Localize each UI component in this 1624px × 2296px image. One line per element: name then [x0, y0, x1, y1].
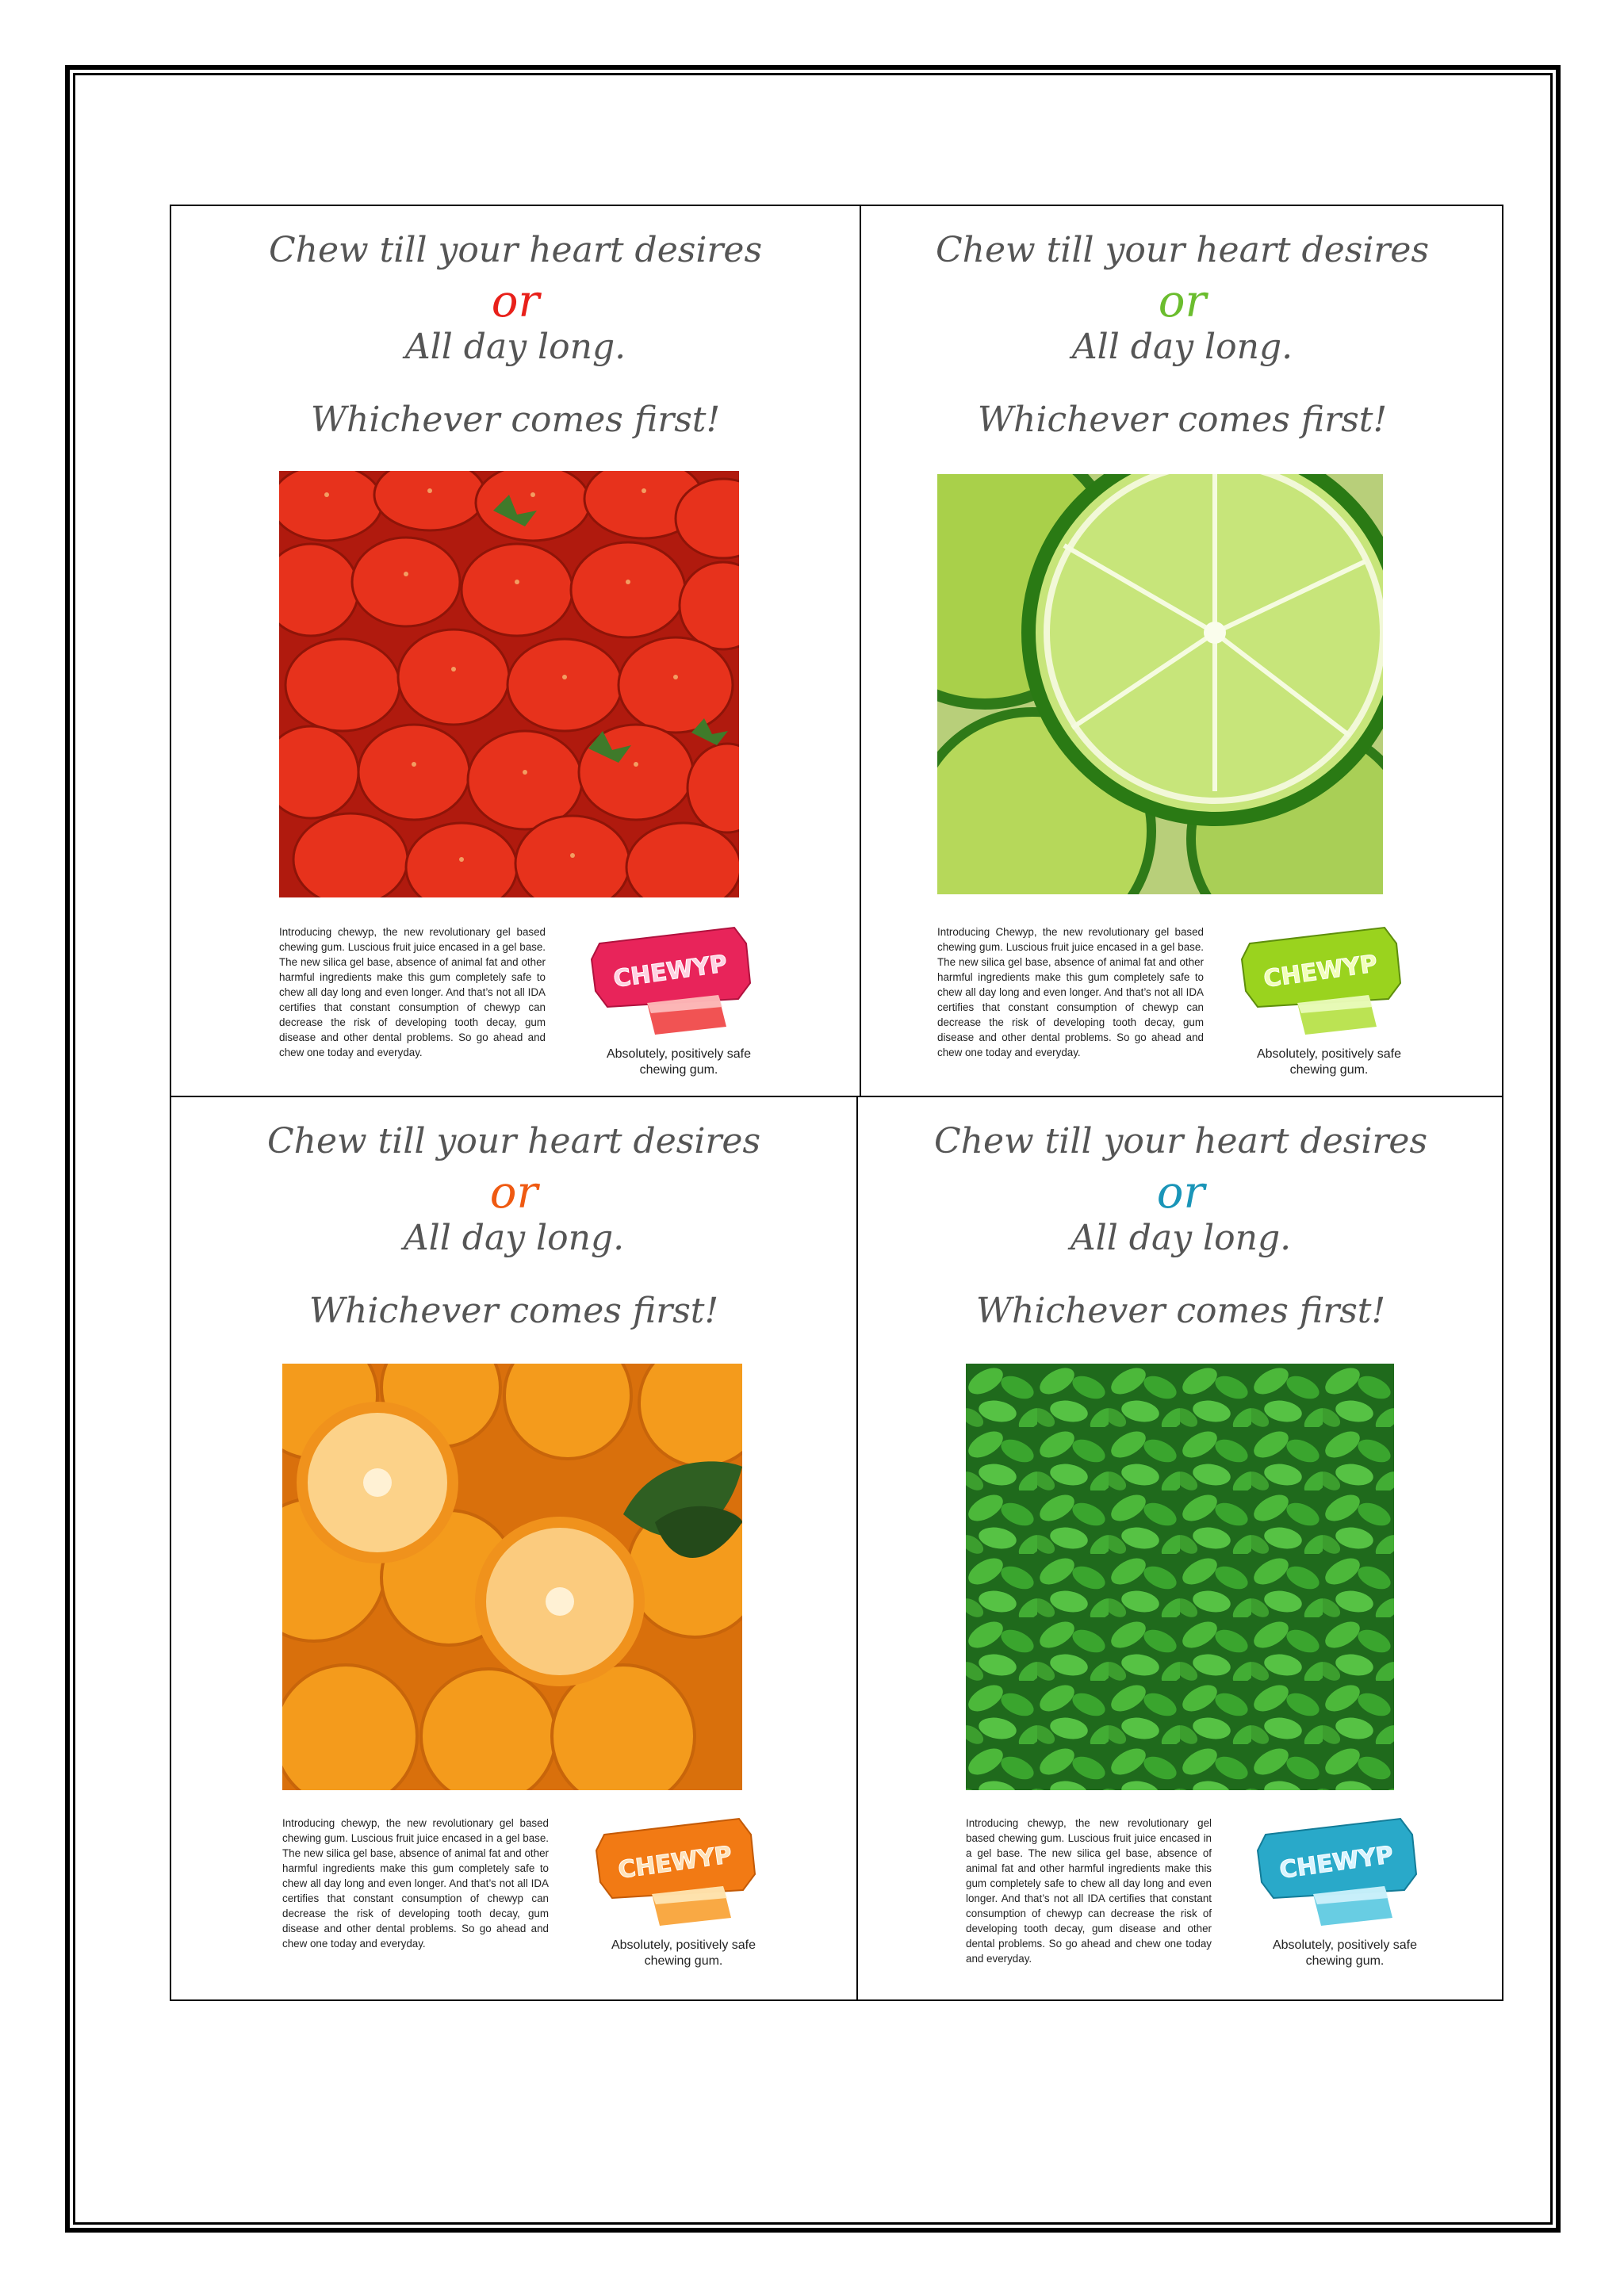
- headline-all-day: All day long.: [1070, 1218, 1292, 1258]
- ad-tagline: Absolutely, positively safe chewing gum.: [606, 1047, 751, 1077]
- headline-chew: Chew till your heart desires: [266, 1121, 761, 1161]
- ad-panel-orange: [171, 1097, 858, 2001]
- strawberries-photo: [279, 471, 739, 897]
- headline-whichever: Whichever comes first!: [310, 400, 721, 440]
- headline-chew: Chew till your heart desires: [933, 1121, 1428, 1161]
- headline-all-day: All day long.: [1071, 327, 1293, 367]
- svg-text:CHEWYP: CHEWYP: [1262, 950, 1380, 993]
- lime-slices-photo: [937, 474, 1383, 894]
- ad-panel-mint: [858, 1097, 1503, 2001]
- ad-tagline: Absolutely, positively safe chewing gum.: [611, 1938, 756, 1968]
- svg-text:CHEWYP: CHEWYP: [616, 1841, 734, 1885]
- headline-all-day: All day long.: [403, 1218, 625, 1258]
- headline-or: or: [489, 1167, 538, 1219]
- ad-body-text: Introducing Chewyp, the new revolutionary gel based chewing gum. Luscious fruit juice encased in a gel base. The new silica gel base, absence of animal fat and other harmful ingredients make this gum completely safe to chew all day long and even longer. And that’s not all IDA certifies that constant consumption of chewyp can decrease the risk of developing tooth decay, gum disease and other dental problems. So go ahead and chew one today and everyday.: [937, 926, 1204, 1058]
- ad-grid: [170, 205, 1503, 2001]
- ad-body-text: Introducing chewyp, the new revolutionary gel based chewing gum. Luscious fruit juice encased in a gel base. The new silica gel base, absence of animal fat and other harmful ingredients make this gum completely safe to chew all day long and even longer. And that’s not all IDA certifies that constant consumption of chewyp can decrease the risk of developing tooth decay, gum disease and other dental problems. So go ahead and chew one today and everyday.: [282, 1817, 549, 1950]
- ad-tagline: Absolutely, positively safe chewing gum.: [1272, 1938, 1417, 1968]
- chewyp-pack-blue: [1250, 1811, 1440, 1930]
- ad-body-text: Introducing chewyp, the new revolutionary gel based chewing gum. Luscious fruit juice encased in a gel base. The new silica gel base, absence of animal fat and other harmful ingredients make this gum completely safe to chew all day long and even longer. And that’s not all IDA certifies that constant consumption of chewyp can decrease the risk of developing tooth decay, gum disease and other dental problems. So go ahead and chew one today and everyday.: [279, 926, 546, 1058]
- ad-body-text: Introducing chewyp, the new revolutionary gel based chewing gum. Luscious fruit juice encased in a gel base. The new silica gel base, absence of animal fat and other harmful ingredients make this gum completely safe to chew all day long and even longer. And that’s not all IDA certifies that constant consumption of chewyp can decrease the risk of developing tooth decay, gum disease and other dental problems. So go ahead and chew one today and everyday.: [966, 1817, 1212, 1965]
- svg-text:CHEWYP: CHEWYP: [611, 950, 730, 993]
- svg-text:CHEWYP: CHEWYP: [1277, 1841, 1396, 1885]
- headline-all-day: All day long.: [404, 327, 626, 367]
- mint-leaves-photo: [966, 1364, 1394, 1790]
- headline-chew: Chew till your heart desires: [935, 230, 1430, 270]
- ad-panel-lime: [861, 206, 1503, 1097]
- ad-tagline: Absolutely, positively safe chewing gum.: [1256, 1047, 1401, 1077]
- headline-or: or: [1156, 1167, 1205, 1219]
- headline-whichever: Whichever comes first!: [975, 1291, 1386, 1331]
- headline-or: or: [491, 276, 540, 327]
- headline-chew: Chew till your heart desires: [268, 230, 763, 270]
- headline-or: or: [1158, 276, 1207, 327]
- chewyp-pack-green: [1234, 920, 1424, 1039]
- ad-panel-strawberry: [171, 206, 861, 1097]
- headline-whichever: Whichever comes first!: [308, 1291, 719, 1331]
- chewyp-pack-orange: [588, 1811, 779, 1930]
- oranges-photo: [282, 1364, 742, 1790]
- chewyp-pack-pink: [584, 920, 774, 1039]
- headline-whichever: Whichever comes first!: [977, 400, 1388, 440]
